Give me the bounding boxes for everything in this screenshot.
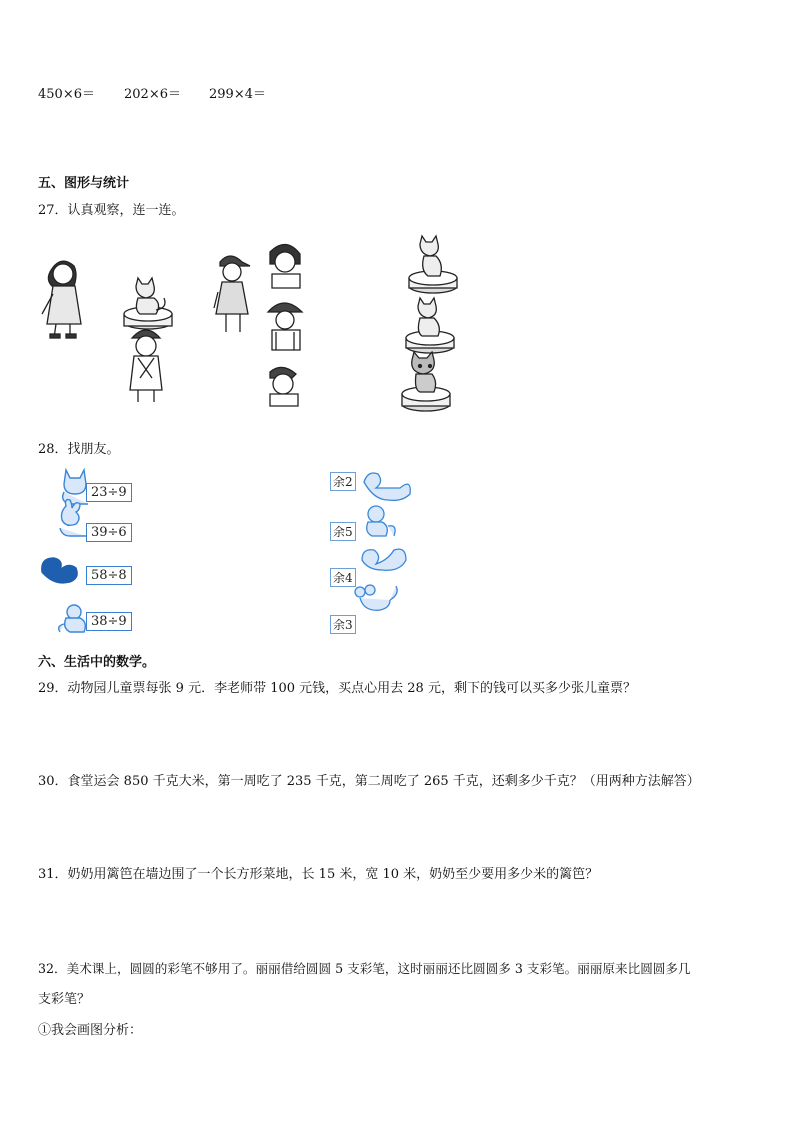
hat-head xyxy=(268,303,302,350)
question-29: 29．动物园儿童票每张 9 元．李老师带 100 元钱，买点心用去 28 元，剩下的钱可以买多少张儿童票？ xyxy=(38,681,636,696)
cap-head xyxy=(270,367,298,406)
question-32-subpart: ①我会画图分析： xyxy=(38,1023,143,1038)
question-32-line1: 32．美术课上，圆圆的彩笔不够用了。丽丽借给圆圆 5 支彩笔，这时丽丽还比圆圆多 3 支彩笔。丽丽原来比圆圆多几 xyxy=(38,961,691,976)
boy-cap-figure xyxy=(214,256,250,332)
boy-hat-figure xyxy=(130,330,162,402)
section-heading-5: 五、图形与统计 xyxy=(38,176,130,191)
cat-animal-icon xyxy=(63,470,88,504)
division-card: 58÷8 xyxy=(86,566,132,585)
question-30: 30．食堂运会 850 千克大米，第一周吃了 235 千克，第二周吃了 265 千克，还剩多少千克？（用两种方法解答） xyxy=(38,774,700,789)
calc-item: 202×6＝ xyxy=(124,87,181,102)
monkey-animal-icon xyxy=(367,506,395,536)
cat-back-pedestal xyxy=(406,298,454,353)
remainder-card: 余2 xyxy=(330,472,356,491)
question-31: 31．奶奶用篱笆在墙边围了一个长方形菜地，长 15 米，宽 10 米，奶奶至少要用多少米的篱笆？ xyxy=(38,867,599,882)
remainder-card: 余5 xyxy=(330,522,356,541)
observation-illustration xyxy=(36,234,476,414)
calc-item: 299×4＝ xyxy=(209,87,266,102)
girl-figure xyxy=(42,261,81,338)
question-32-line2: 支彩笔？ xyxy=(38,992,91,1007)
squirrel-animal-icon xyxy=(42,558,77,583)
monkey-animal-icon xyxy=(59,605,86,632)
division-card: 38÷9 xyxy=(86,612,132,631)
rabbit-animal-icon xyxy=(60,500,86,536)
cat-on-pedestal xyxy=(124,278,172,329)
mouse-animal-icon xyxy=(355,585,397,610)
question-28: 28．找朋友。 xyxy=(38,442,120,457)
section-heading-6: 六、生活中的数学。 xyxy=(38,655,156,670)
squirrel-animal-icon xyxy=(364,473,410,500)
remainder-card: 余4 xyxy=(330,568,356,587)
cat-front-pedestal xyxy=(402,352,450,411)
squirrel-animal-icon xyxy=(362,549,406,570)
question-27: 27．认真观察，连一连。 xyxy=(38,203,185,218)
division-card: 23÷9 xyxy=(86,483,132,502)
remainder-card: 余3 xyxy=(330,615,356,634)
calc-item: 450×6＝ xyxy=(38,87,95,102)
girl-head xyxy=(270,244,300,288)
division-card: 39÷6 xyxy=(86,523,132,542)
cat-side-pedestal xyxy=(409,236,457,293)
